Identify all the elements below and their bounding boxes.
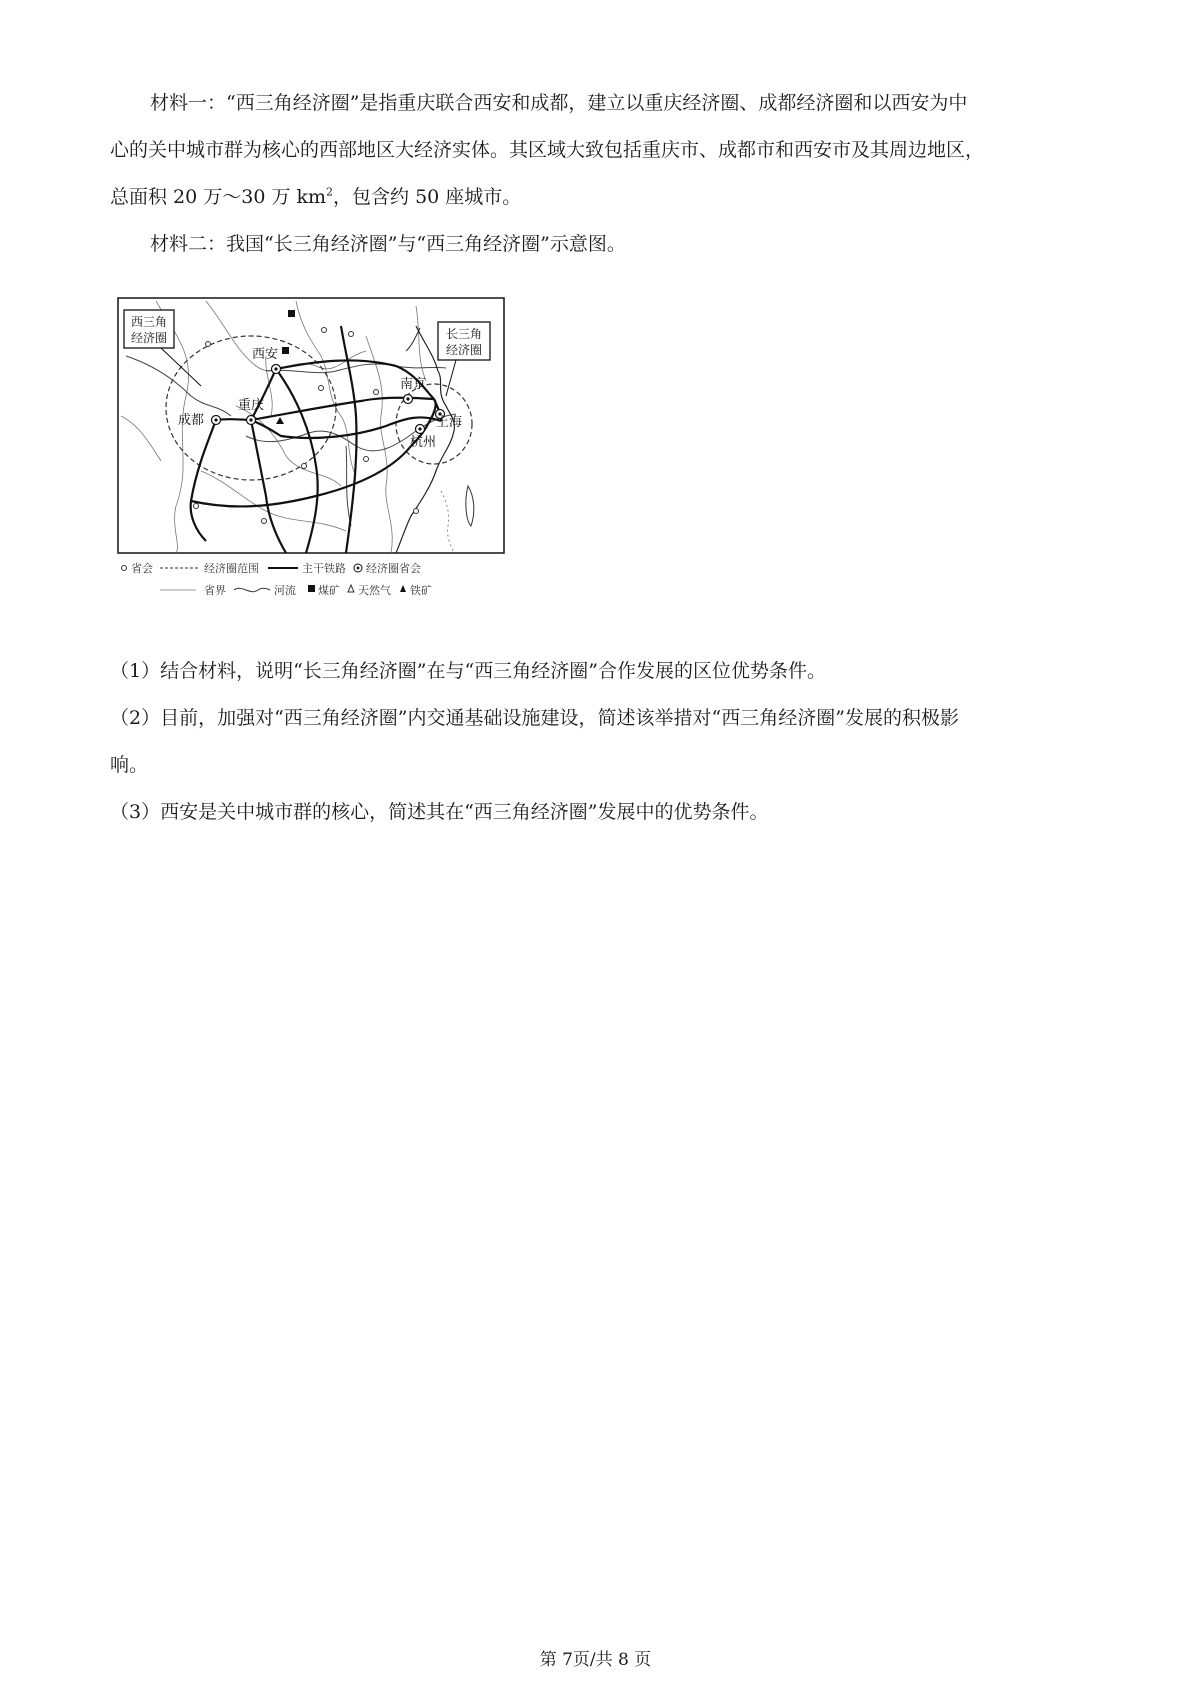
page-footer: 第 7页/共 8 页 — [539, 1650, 652, 1670]
material1-line1: 材料一：“西三角经济圈”是指重庆联合西安和成都，建立以重庆经济圈、成都经济圈和以西安为中 — [150, 92, 968, 114]
svg-text:河流: 河流 — [274, 584, 296, 597]
question-2-line1: （2）目前，加强对“西三角经济圈”内交通基础设施建设，简述该举措对“西三角经济圈”发展的积极影 — [110, 707, 959, 729]
map-legend — [122, 561, 433, 597]
svg-text:经济圈: 经济圈 — [445, 343, 483, 357]
svg-text:省界: 省界 — [204, 584, 226, 597]
svg-text:西三角: 西三角 — [130, 315, 168, 329]
map-svg — [116, 296, 546, 636]
coal-mine-icon — [282, 347, 289, 354]
material1-line2: 心的关中城市群为核心的西部地区大经济实体。其区域大致包括重庆市、成都市和西安市及其周边地区， — [110, 139, 985, 161]
svg-text:主干铁路: 主干铁路 — [302, 562, 346, 575]
svg-text:经济圈: 经济圈 — [130, 331, 168, 345]
material1-line3 — [110, 174, 1100, 221]
material2-caption: 材料二：我国“长三角经济圈”与“西三角经济圈”示意图。 — [150, 233, 626, 255]
city-label-xian: 西安 — [252, 347, 279, 362]
city-label-hangzhou: 杭州 — [410, 435, 437, 450]
city-label-nanjing: 南京 — [400, 377, 427, 392]
svg-text:煤矿: 煤矿 — [318, 584, 340, 597]
svg-text:省会: 省会 — [131, 562, 153, 575]
city-label-chongqing: 重庆 — [238, 398, 265, 413]
material1-line3-post: ，包含约 50 座城市。 — [333, 186, 522, 208]
svg-text:经济圈省会: 经济圈省会 — [366, 562, 421, 575]
coal-mine-icon — [288, 310, 295, 317]
economic-circle-map — [116, 296, 546, 636]
city-label-shanghai: 上海 — [436, 415, 463, 430]
question-1: （1）结合材料，说明“长三角经济圈”在与“西三角经济圈”合作发展的区位优势条件。 — [110, 660, 826, 682]
svg-text:长三角: 长三角 — [445, 327, 483, 341]
area-unit-superscript: 2 — [326, 185, 334, 199]
svg-text:天然气: 天然气 — [358, 584, 391, 597]
svg-text:铁矿: 铁矿 — [410, 584, 432, 597]
city-label-chengdu: 成都 — [178, 413, 205, 428]
svg-text:经济圈范围: 经济圈范围 — [204, 562, 259, 575]
question-3: （3）西安是关中城市群的核心，简述其在“西三角经济圈”发展中的优势条件。 — [110, 801, 769, 823]
material1-line3-pre: 总面积 20 万～30 万 km — [110, 186, 327, 208]
question-2-line2: 响。 — [110, 754, 149, 776]
